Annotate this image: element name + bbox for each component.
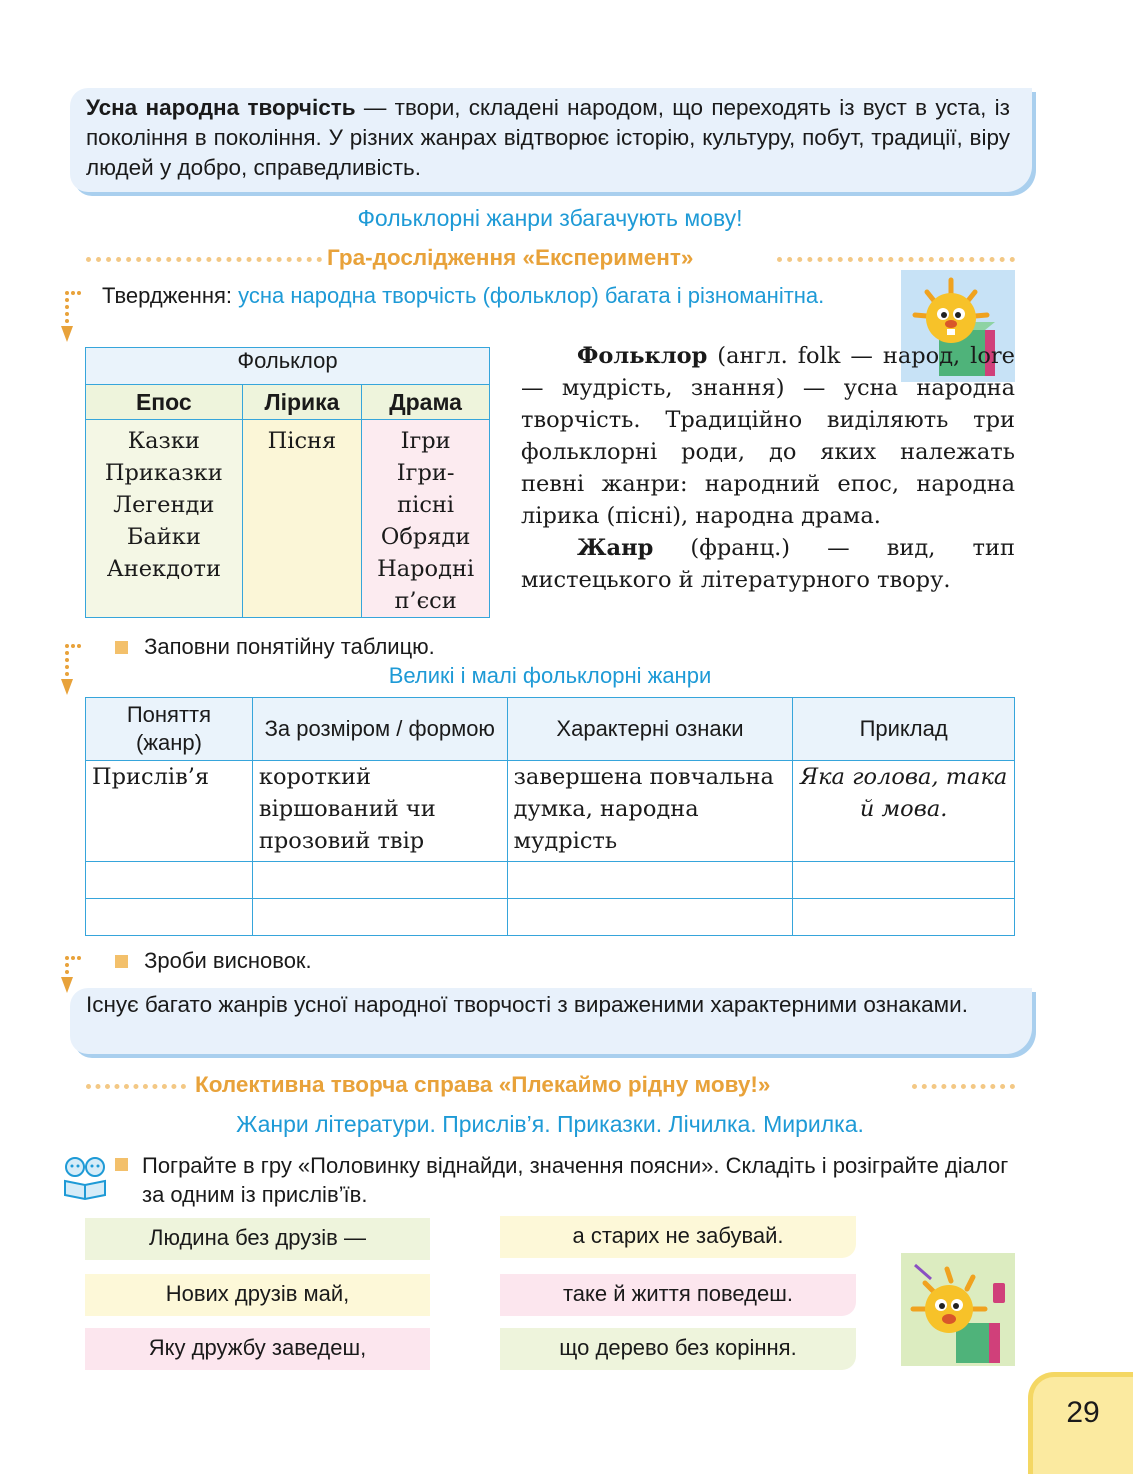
statement-text: усна народна творчість (фольклор) багата і різноманітна. [238,283,825,308]
folklore-table [85,347,490,618]
definition-text: — твори, складені народом, що переходять із вуст в уста, із покоління в покоління. У різних жанрах відтворює історію, культуру, побут, традиції, віру людей у добро, справедливість. [86,95,1010,180]
proverb-half-left[interactable]: Нових друзів май, [85,1274,430,1316]
drama-cell [362,420,490,618]
epos-cell [86,420,243,618]
task-text: Заповни понятійну таблицю. [144,634,435,659]
list-item: Приказки [104,460,223,486]
list-item: пісні [397,492,455,518]
proverb-half-right[interactable]: таке й життя поведеш. [500,1274,856,1316]
header-example: Приклад [793,698,1015,761]
divider-left [86,257,322,262]
cell-example: Яка голова, така й мова. [793,761,1015,862]
page-number: 29 [1028,1372,1133,1474]
col-lyric: Лірика [242,385,362,420]
header-size: За розміром / формою [252,698,507,761]
project-title: Колективна творча справа «Плекаймо рідну мову!» [195,1072,771,1097]
empty-cell[interactable] [252,862,507,899]
header-features: Характерні ознаки [507,698,793,761]
proverb-half-left[interactable]: Яку дружбу заведеш, [85,1328,430,1370]
folklore-table-title: Фольклор [86,348,490,385]
col-drama: Драма [362,385,490,420]
list-item: Казки [127,428,200,454]
genre-term: Жанр [577,535,654,561]
divider-right [777,257,1015,262]
empty-cell[interactable] [793,862,1015,899]
genre-def-text: (франц.) — вид, тип мистецького й літературного твору. [521,535,1015,593]
list-item: Легенди [113,492,215,518]
folklore-term: Фольклор [577,343,708,369]
game-title: Гра-дослідження «Експеримент» [327,245,694,270]
list-item: Байки [126,524,201,550]
cell-size: короткий віршований чи прозовий твір [252,761,507,862]
divider-right [912,1084,1015,1089]
divider-left [86,1084,186,1089]
bullet-icon [115,955,128,968]
cell-features: завершена повчальна думка, народна мудрість [507,761,793,862]
empty-cell[interactable] [86,862,253,899]
list-item: Пісня [267,428,337,454]
empty-cell[interactable] [252,899,507,936]
concept-table-title: Великі і малі фольклорні жанри [388,663,712,688]
dotted-arrow-icon [60,643,84,699]
task-text: Пограйте в гру «Половинку віднайди, значення поясни». Складіть і розіграйте діалог за одним із прислів’їв. [142,1153,1009,1207]
list-item: Обряди [380,524,471,550]
list-item: п’єси [394,588,457,614]
pair-work-icon [62,1155,108,1201]
task-fill-table [115,634,435,660]
list-item: Народні [377,556,475,582]
empty-cell[interactable] [86,899,253,936]
empty-cell[interactable] [793,899,1015,936]
bullet-icon [115,641,128,654]
conclusion-box [70,988,1032,1054]
dotted-arrow-icon [60,290,84,346]
conclusion-text: Існує багато жанрів усної народної творчості з вираженими характерними ознаками. [86,992,968,1017]
folklore-def-text: (англ. folk — народ, lore — мудрість, знання) — усна народна творчість. Традиційно виділяють три фольклорні роди, до яких належать певні жанри: народний епос, народна лірика (пісні), народна драма. [521,343,1015,529]
list-item: Ігри- [396,460,455,486]
lyric-cell [242,420,362,618]
list-item: Анекдоти [106,556,221,582]
task-conclusion [115,948,312,974]
empty-cell[interactable] [507,862,793,899]
project-subtitle: Жанри літератури. Прислів’я. Приказки. Лічилка. Мирилка. [236,1111,864,1137]
definition-box [70,88,1032,192]
concept-table [85,697,1015,936]
statement-label: Твердження: [102,283,239,308]
proverb-half-right[interactable]: що дерево без коріння. [500,1328,856,1370]
sun-character-icon [901,1253,1015,1366]
col-epos: Епос [86,385,243,420]
folklore-definition [521,340,1015,596]
proverb-half-right[interactable]: а старих не забувай. [500,1216,856,1258]
proverb-half-left[interactable]: Людина без друзів — [85,1218,430,1260]
bullet-icon [115,1158,128,1171]
task-text: Зроби висновок. [144,948,312,973]
statement [102,281,882,310]
task-game [115,1151,1015,1209]
slogan: Фольклорні жанри збагачують мову! [357,205,743,231]
header-concept: Поняття (жанр) [86,698,253,761]
empty-cell[interactable] [507,899,793,936]
list-item: Ігри [400,428,451,454]
cell-genre: Прислів’я [86,761,253,862]
definition-term: Усна народна творчість [86,95,356,120]
